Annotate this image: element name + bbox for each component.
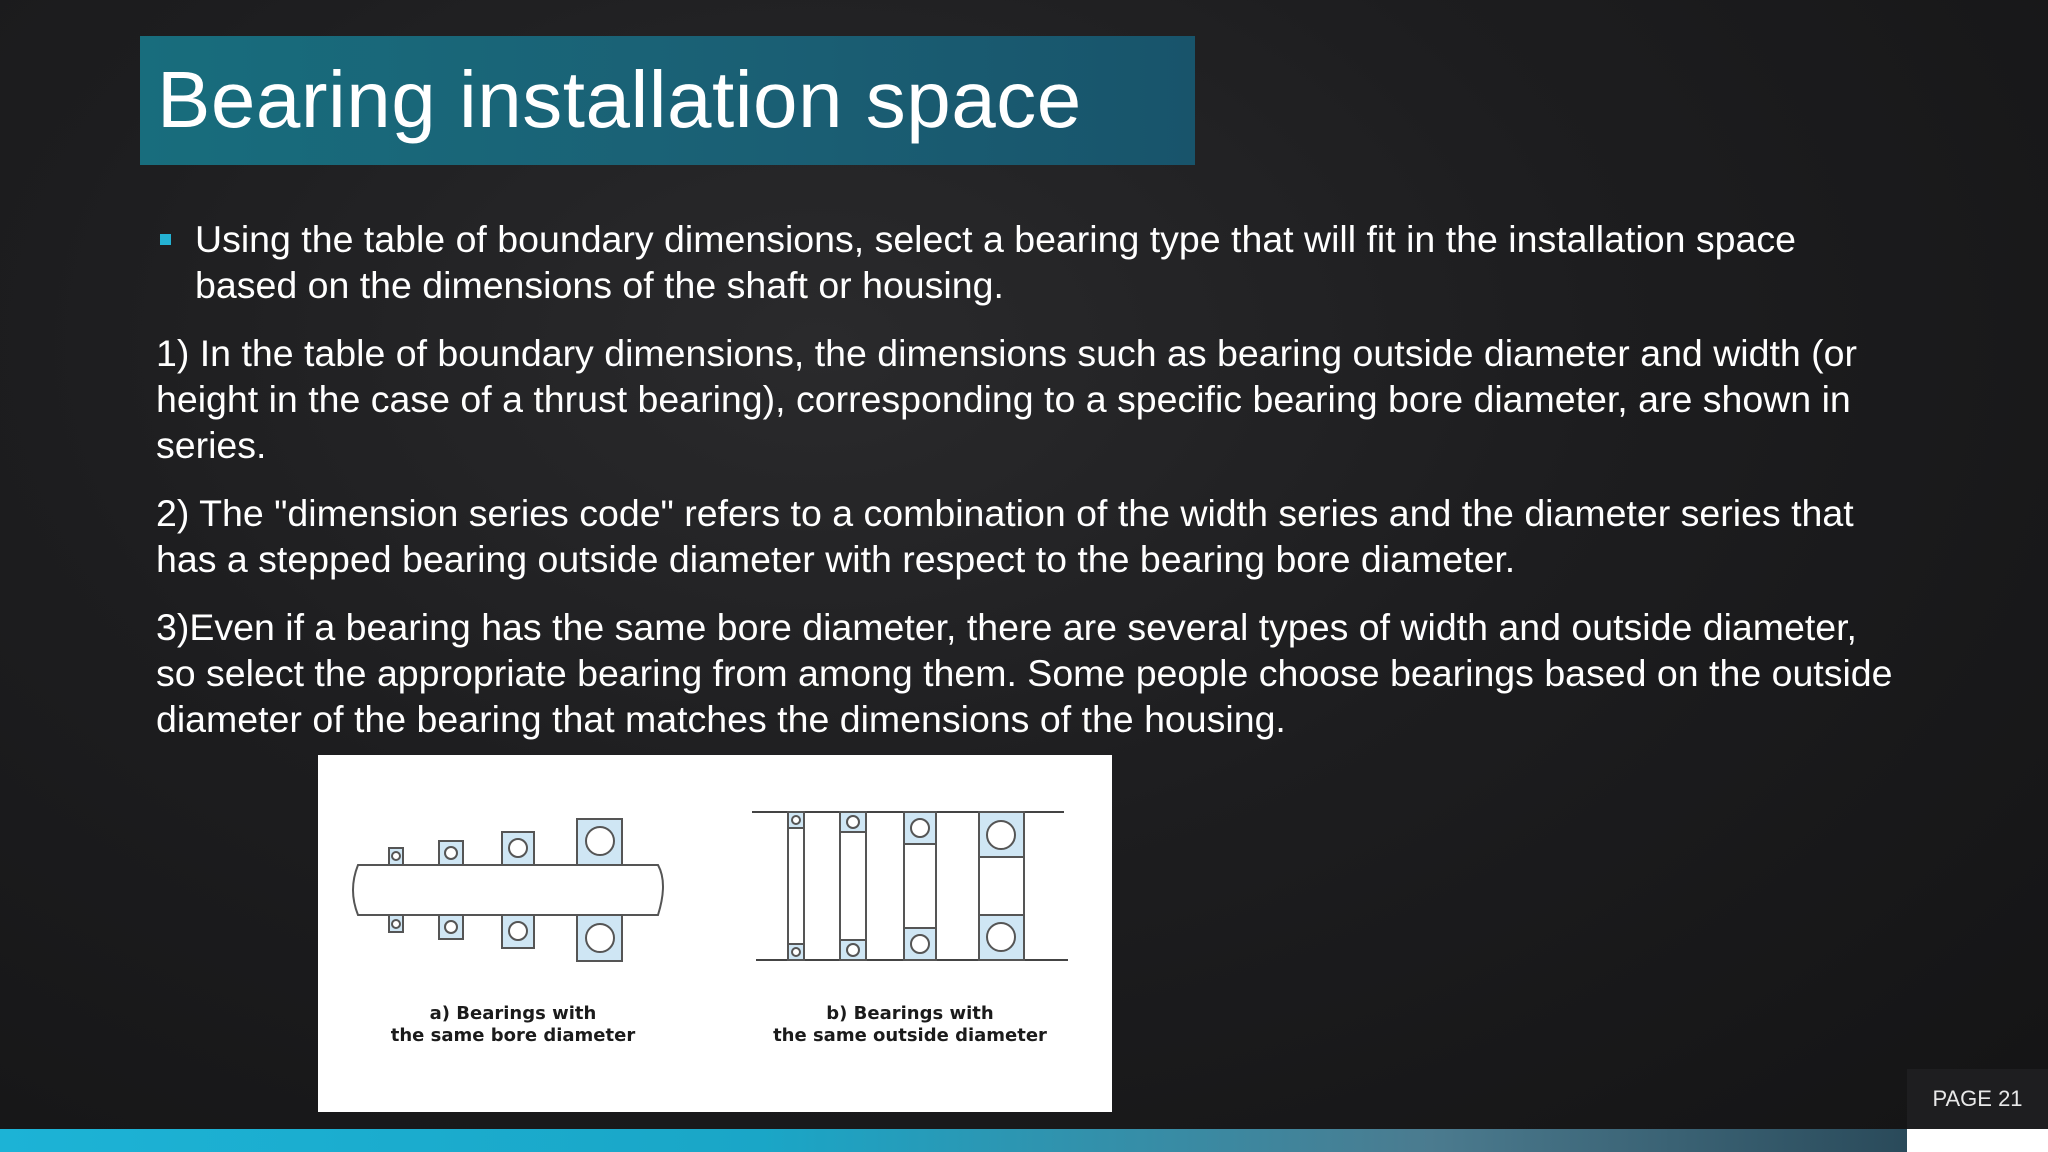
bullet-item	[156, 216, 1896, 308]
slide-body	[156, 216, 1896, 764]
square-bullet-icon	[160, 234, 171, 245]
paragraph-3: 3)Even if a bearing has the same bore diameter, there are several types of width and outside diameter, so select the appropriate bearing from among them. Some people choose bearings based on the outside diameter of the bearing that matches the dimensions of the housing.	[156, 606, 1893, 740]
page-number: PAGE 21	[1907, 1069, 2048, 1129]
slide-title: Bearing installation space	[157, 55, 1082, 144]
title-banner	[140, 36, 1195, 165]
page-tab-base	[1907, 1129, 2048, 1152]
shaft-diagram	[353, 865, 663, 915]
bearing-diagram	[318, 755, 1112, 1112]
caption-a: a) Bearings with the same bore diameter	[390, 1003, 636, 1046]
paragraph-2: 2) The "dimension series code" refers to a combination of the width series and the diameter series that has a stepped bearing outside diameter with respect to the bearing bore diameter.	[156, 492, 1854, 580]
paragraph-1: 1) In the table of boundary dimensions, the dimensions such as bearing outside diameter and width (or height in the case of a thrust bearing), corresponding to a specific bearing bore diameter, are shown in series.	[156, 332, 1857, 466]
bearing-diagram-drawing	[318, 755, 1112, 1112]
caption-b: b) Bearings with the same outside diameter	[773, 1003, 1047, 1046]
bottom-accent-bar	[0, 1129, 1907, 1152]
bullet-text: Using the table of boundary dimensions, select a bearing type that will fit in the installation space based on the dimensions of the shaft or housing.	[195, 218, 1796, 306]
